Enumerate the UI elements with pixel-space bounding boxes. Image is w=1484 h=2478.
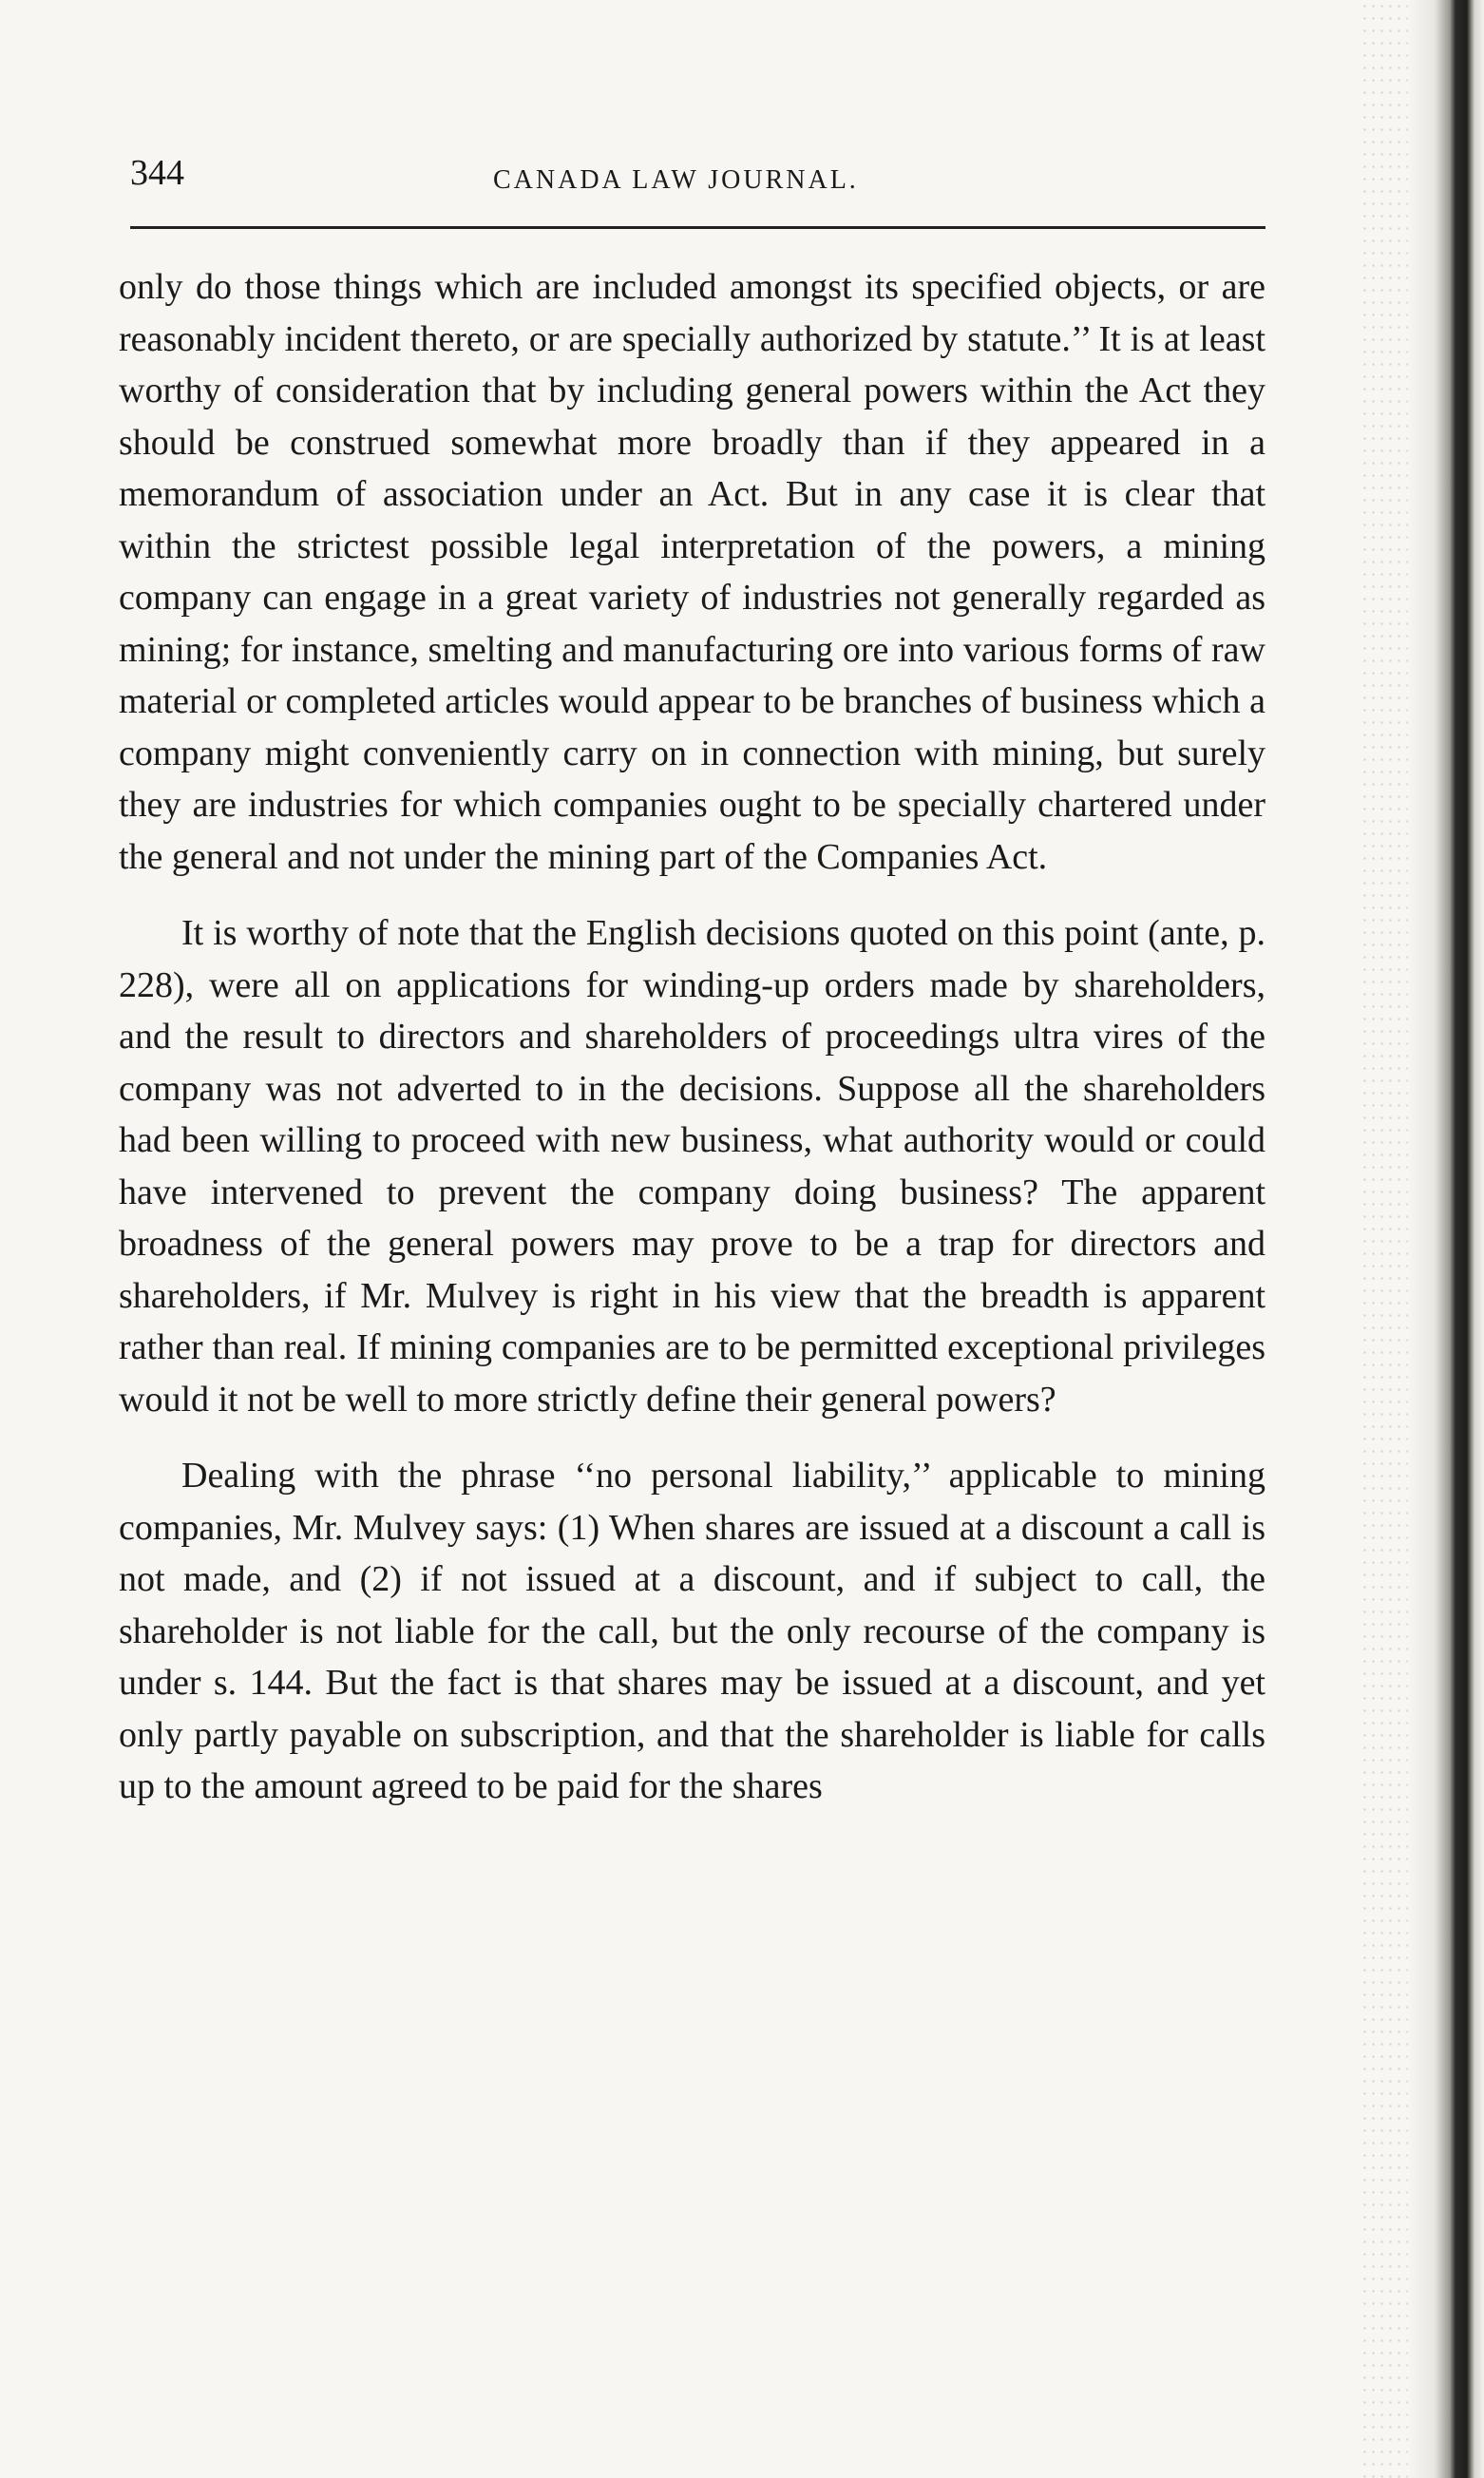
page-header — [130, 152, 1270, 209]
page-number: 344 — [130, 153, 184, 193]
paragraph-2: It is worthy of note that the English decisions quoted on this point (ante, p. 228), were all on applications for winding-up orders made by shareholders, and the result to directors and shareholders of proceedings ultra vires of the company was not adverted to in the decisions. Suppose all the shareholders had been willing to proceed with new business, what authority would or could have intervened to prevent the company doing business? The apparent broadness of the general powers may prove to be a trap for directors and shareholders, if Mr. Mulvey is right in his view that the breadth is apparent rather than real. If mining companies are to be permitted exceptional privileges would it not be well to more strictly define their general powers? — [119, 913, 1265, 1420]
paragraph-3: Dealing with the phrase ‘‘no personal liability,’’ applicable to mining companies, Mr. Mulvey says: (1) When shares are issued at a discount a call is not made, and (2) if not issued at a discount, and if subject to call, the shareholder is not liable for the call, but the only recourse of the company is under s. 144. But the fact is that shares may be issued at a discount, and yet only partly payable on subscription, and that the shareholder is liable for calls up to the amount agreed to be paid for the shares — [119, 1456, 1265, 1806]
running-title: CANADA LAW JOURNAL. — [493, 165, 859, 195]
body-text — [119, 261, 1265, 1838]
paragraph-1: only do those things which are included amongst its specified objects, or are reasonably incident thereto, or are specially authorized by statute.’’ It is at least worthy of consideration that by including general powers within the Act they should be construed somewhat more broadly than if they appeared in a memorandum of association under an Act. But in any case it is clear that within the strictest possible legal interpretation of the powers, a mining company can engage in a great variety of industries not generally regarded as mining; for instance, smelting and manufacturing ore into various forms of raw material or completed articles would appear to be branches of business which a company might conveniently carry on in connection with mining, but surely they are industries for which companies ought to be specially chartered under the general and not under the mining part of the Companies Act. — [119, 267, 1265, 877]
page-binding-edge — [1408, 0, 1484, 2478]
header-rule — [130, 226, 1265, 229]
